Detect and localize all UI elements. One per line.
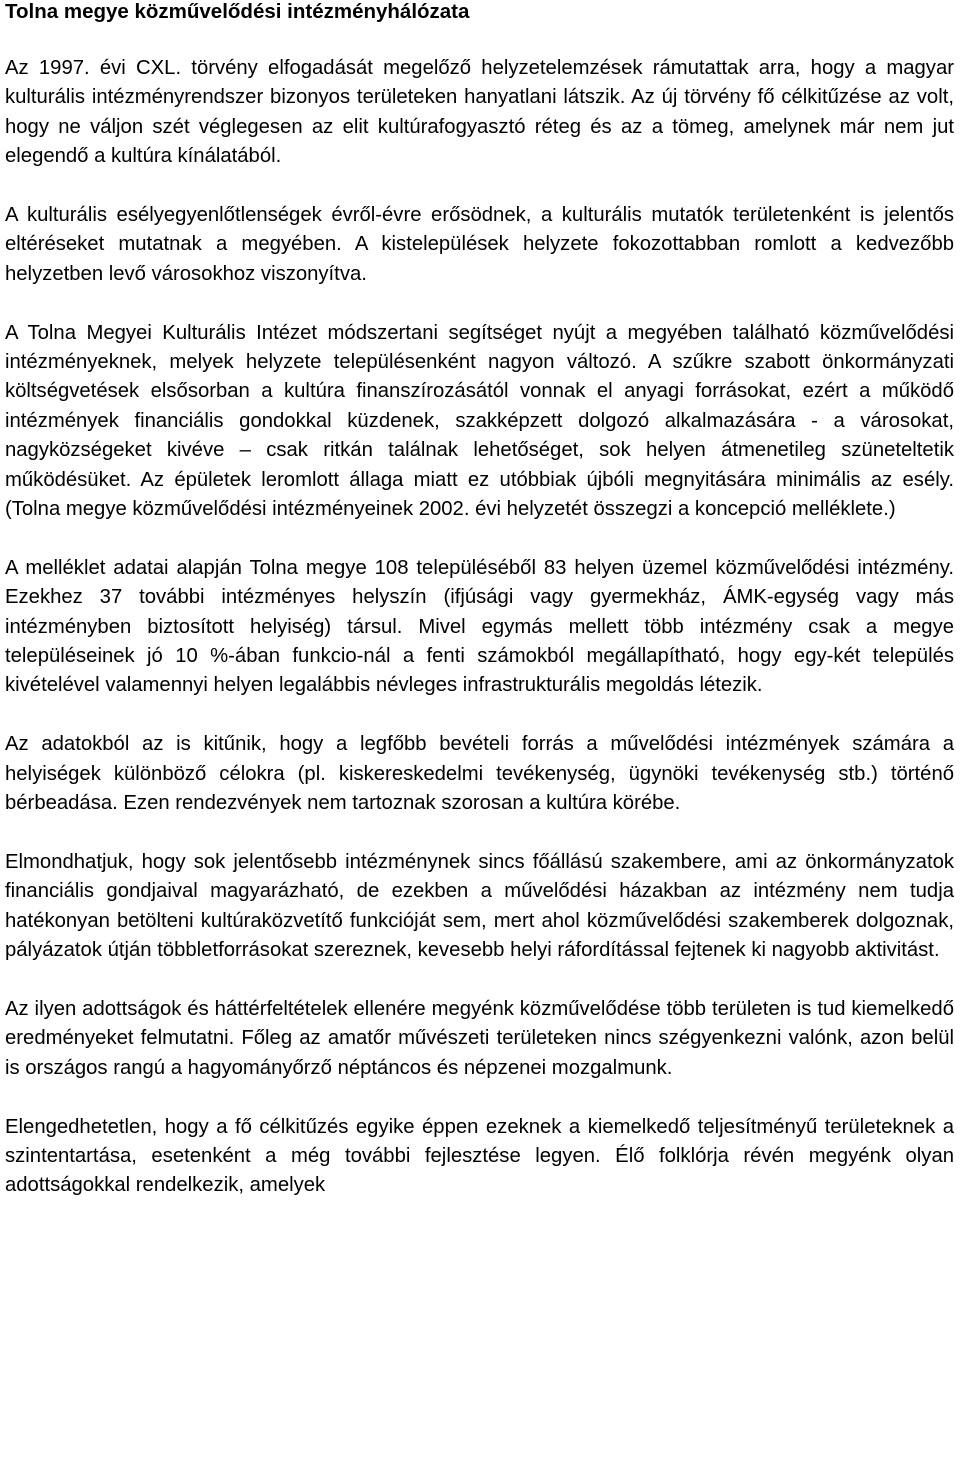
paragraph-law-background: Az 1997. évi CXL. törvény elfogadását megelőző helyzetelemzések rámutattak arra, hogy a magyar kulturális intézményrendszer bizonyos területeken hanyatlani látszik. Az új törvény fő célkitűzése az volt, hogy ne váljon szét véglegesen az elit kultúrafogyasztó réteg és az a tömeg, amelynek már nem jut elegendő a kultúra kínálatából. bbox=[5, 57, 954, 168]
paragraph-cultural-inequalities: A kulturális esélyegyenlőtlenségek évről-évre erősödnek, a kulturális mutatók területenként is jelentős eltéréseket mutatnak a megyében. A kistelepülések helyzete fokozottabban romlott a kedvezőbb helyzetben levő városokhoz viszonyítva. bbox=[5, 204, 954, 285]
paragraph-county-institute: A Tolna Megyei Kulturális Intézet módszertani segítséget nyújt a megyében található közművelődési intézményeknek, melyek helyzete településenként nagyon változó. A szűkre szabott önkormányzati költségvetések elsősorban a kultúra finanszírozásától vonnak el anyagi forrásokat, ezért a működő intézmények financiális gondokkal küzdenek, szakképzett dolgozó alkalmazására - a városokat, nagyközségeket kivéve – csak ritkán találnak lehetőséget, sok helyen átmenetileg szüneteltetik működésüket. Az épületek leromlott állaga miatt ez utóbbiak újbóli megnyitására minimális az esély. (Tolna megye közművelődési intézményeinek 2002. évi helyzetét összegzi a koncepció melléklete.) bbox=[5, 321, 954, 521]
paragraph-achievements: Az ilyen adottságok és háttérfeltételek ellenére megyénk közművelődése több területen is tud kiemelkedő eredményeket felmutatni. Főleg az amatőr művészeti területeken nincs szégyenkezni valónk, azon belül is országos rangú a hagyományőrző néptáncos és népzenei mozgalmunk. bbox=[5, 997, 954, 1079]
paragraph-appendix-data: A melléklet adatai alapján Tolna megye 108 településéből 83 helyen üzemel közművelődési intézmény. Ezekhez 37 további intézményes helyszín (ifjúsági vagy gyermekház, ÁMK-egység vagy más intézményben biztosított helyiség) társul. Mivel egymás mellett több intézmény csak a megye településeinek jó 10 %-ában funkcio-nál a fenti számokból megállapítható, hogy egy-két település kivételével valamennyi helyen legalábbis névleges infrastrukturális megoldás létezik. bbox=[5, 556, 954, 697]
paragraph-revenue-sources: Az adatokból az is kitűnik, hogy a legfőbb bevételi forrás a művelődési intézmények számára a helyiségek különböző célokra (pl. kiskereskedelmi tevékenység, ügynöki tevékenység stb.) történő bérbeadása. Ezen rendezvények nem tartoznak szorosan a kultúra körébe. bbox=[5, 733, 954, 815]
document-title: Tolna megye közművelődési intézményhálózata bbox=[5, 0, 470, 23]
paragraph-staffing: Elmondhatjuk, hogy sok jelentősebb intézménynek sincs főállású szakembere, ami az önkormányzatok financiális gondjaival magyarázható, de ezekben a művelődési házakban az intézmény nem tudja hatékonyan betölteni kultúraközvetítő funkcióját sem, mert ahol közművelődési szakemberek dolgoznak, pályázatok útján többletforrásokat szereznek, kevesebb helyi ráfordítással fejtenek ki nagyobb aktivitást. bbox=[5, 850, 954, 962]
paragraph-goals: Elengedhetetlen, hogy a fő célkitűzés egyike éppen ezeknek a kiemelkedő teljesítményű területeknek a szintentartása, esetenként a még további fejlesztése legyen. Élő folklórja révén megyénk olyan adottságokkal rendelkezik, amelyek bbox=[5, 1115, 954, 1197]
